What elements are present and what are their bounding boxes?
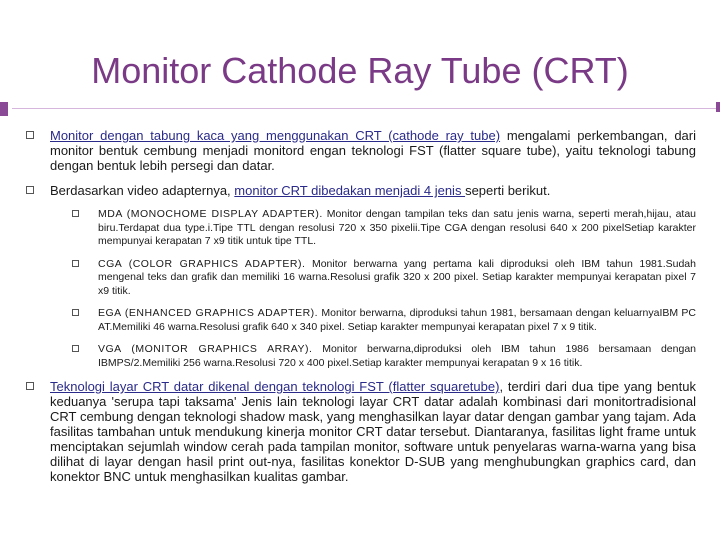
subitem-mda-text: Monitor dengan tampilan teks dan satu jenis warna, seperti merah,hijau, atau biru.Terdapat dua type.i.Tipe TTL dengan resolusi 720 x 350 pixelii.Tipe CGA dengan resolusi 640 x 200 pixelSetiap karakter mempunyai kerapatan 7 x9 titik untuk tipe TTL. <box>98 208 696 247</box>
square-bullet-icon <box>26 131 34 139</box>
subitem-mda-lead: MDA (MONOCHOME DISPLAY ADAPTER). <box>98 208 323 220</box>
bullet-2-post: seperti berikut. <box>465 183 551 198</box>
square-bullet-icon <box>72 210 79 217</box>
bullet-1-link[interactable]: Monitor dengan tabung kaca yang menggunakan CRT (cathode ray tube) <box>50 128 501 143</box>
subitem-ega <box>50 307 696 334</box>
subitem-cga <box>50 258 696 299</box>
square-bullet-icon <box>72 309 79 316</box>
square-bullet-icon <box>72 345 79 352</box>
title-rule-line <box>12 108 720 109</box>
subitem-vga <box>50 343 696 370</box>
bullet-item-2 <box>26 183 696 198</box>
title-rule-right-accent <box>716 102 720 112</box>
subitem-vga-text: Monitor berwarna,diproduksi oleh IBM tahun 1986 bersamaan dengan IBMPS/2.Memiliki 256 warna.Resolusi 720 x 400 pixel.Setiap karakter mempunyai kerapatan 9 x 16 titik. <box>98 343 696 369</box>
subitem-mda <box>50 208 696 249</box>
square-bullet-icon <box>26 186 34 194</box>
slide-content <box>26 128 696 496</box>
subitem-vga-lead: VGA (MONITOR GRAPHICS ARRAY). <box>98 343 313 355</box>
square-bullet-icon <box>26 382 34 390</box>
bullet-item-3 <box>26 379 696 484</box>
bullet-3-text: , terdiri dari dua tipe yang bentuk keduanya 'serupa tapi taksama' Jenis lain teknologi layar CRT datar adalah kombinasi dari monitortradisional CRT cembung dengan teknologi shadow mask, yang menghasilkan layar datar dengan gambar yang tajam. Ada fasilitas tambahan untuk mendukung kinerja monitor CRT datar tersebut. Diantaranya, fasilitas light frame untuk menciptakan sejumlah window cerah pada tampilan monitor, software untuk penyelaras warna-warna yang bisa dilihat di layar dengan hasil print out-nya, fasilitas konektor D-SUB yang menghubungkan graphics card, dan konektor BNC untuk menghasilkan kualitas gambar. <box>50 379 696 484</box>
square-bullet-icon <box>72 260 79 267</box>
subitem-cga-lead: CGA (COLOR GRAPHICS ADAPTER). <box>98 257 306 270</box>
subitem-ega-text: Monitor berwarna, diproduksi tahun 1981, bersamaan dengan keluarnyaIBM PC AT.Memiliki 46 warna.Resolusi grafik 640 x 340 pixel. Setiap karakter mempunyai kerapatan pixel 7 x 9 titik. <box>98 307 697 333</box>
slide-title: Monitor Cathode Ray Tube (CRT) <box>91 50 629 91</box>
subitem-cga-text: Monitor berwarna yang pertama kali diproduksi oleh IBM tahun 1981.Sudah mengenal teks dan grafik dan memiliki 16 warna.Resolusi grafik 320 x 200 pixel. Setiap karakter mempunyai kerapatan pixel 7 x9 titik. <box>98 257 696 297</box>
bullet-item-1 <box>26 128 696 173</box>
bullet-3-link[interactable]: Teknologi layar CRT datar dikenal dengan teknologi FST (flatter squaretube) <box>50 379 500 394</box>
subitem-ega-lead: EGA (ENHANCED GRAPHICS ADAPTER). <box>98 307 319 319</box>
bullet-2-link[interactable]: monitor CRT dibedakan menjadi 4 jenis <box>234 183 466 198</box>
title-rule-left-accent <box>0 102 8 116</box>
bullet-1-text: mengalami perkembangan, dari monitor bentuk cembung menjadi monitord engan teknologi FST (flatter square tube), yaitu teknologi tabung dengan bentuk lebih persegi dan datar. <box>50 128 696 173</box>
bullet-2-pre: Berdasarkan video adapternya, <box>50 183 235 198</box>
